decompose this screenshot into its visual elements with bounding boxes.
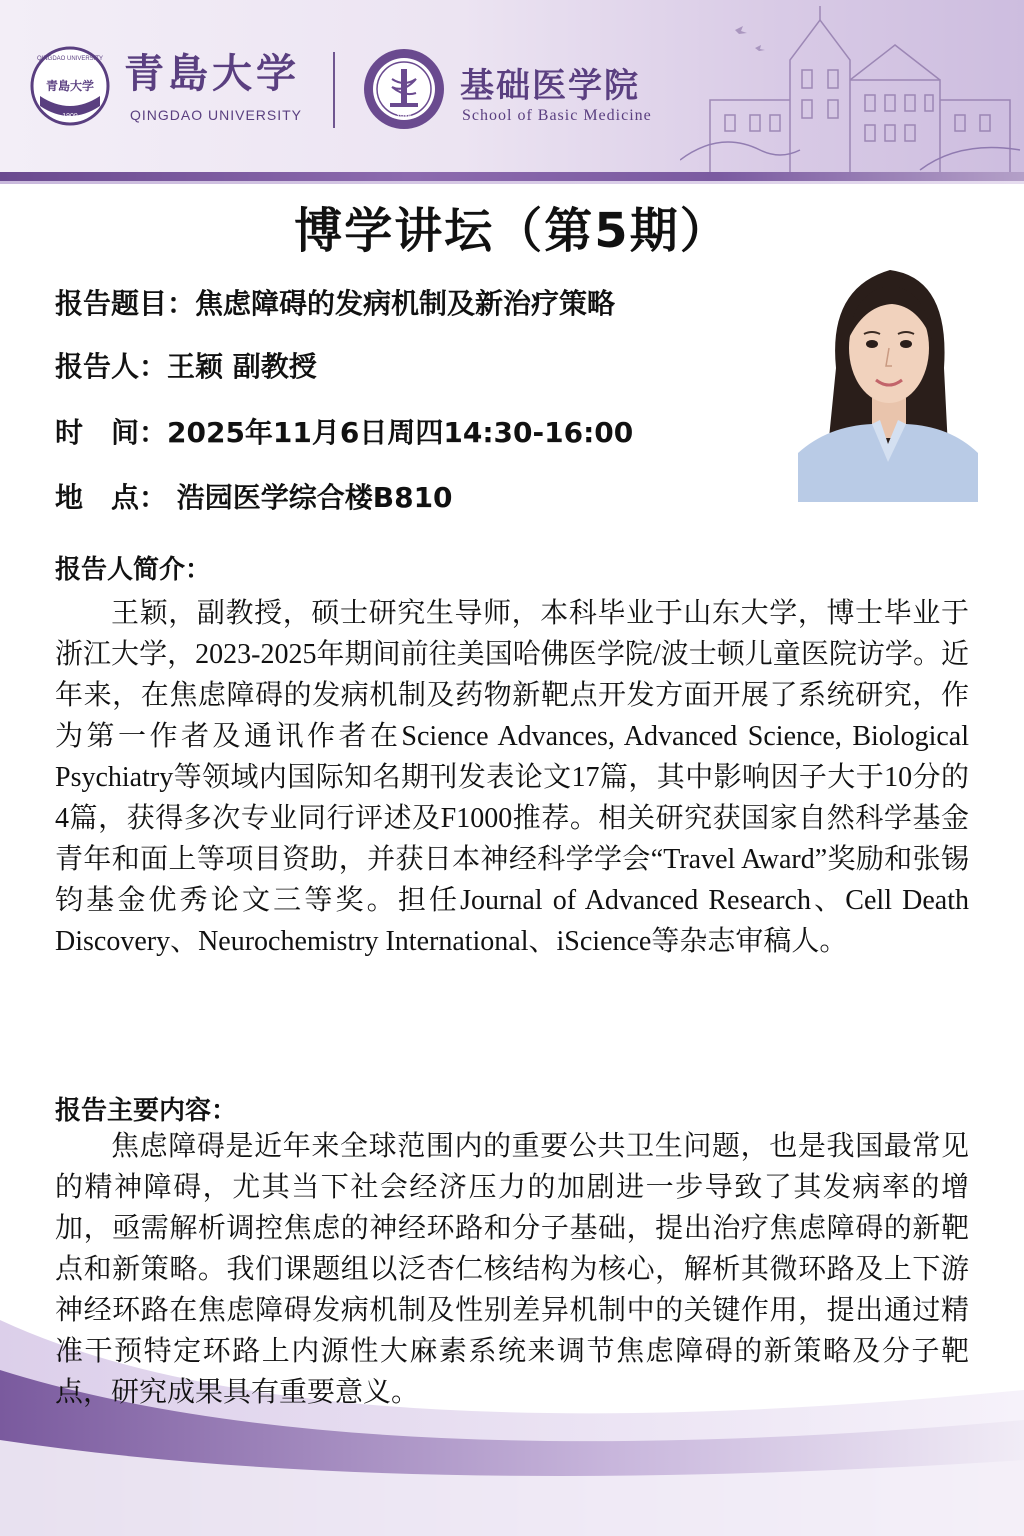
header-stripe-accent	[0, 181, 1024, 184]
school-name-en: School of Basic Medicine	[462, 107, 652, 124]
report-location: 地 点： 浩园医学综合楼B810	[55, 481, 453, 514]
bio-heading: 报告人简介：	[55, 555, 212, 585]
content-heading: 报告主要内容：	[55, 1096, 238, 1126]
report-time: 时 间：2025年11月6日周四14:30-16:00	[55, 416, 634, 449]
header-divider	[333, 52, 335, 128]
page-title: 博学讲坛（第5期）	[294, 203, 730, 259]
report-topic: 报告题目：焦虑障碍的发病机制及新治疗策略	[55, 287, 616, 320]
seal-ring-text: QINGDAO UNIVERSITY	[36, 56, 104, 62]
school-of-basic-medicine-logo	[362, 47, 446, 131]
university-name-en: QINGDAO UNIVERSITY	[130, 107, 303, 123]
qingdao-university-logo	[30, 46, 110, 126]
school-seal-year: 1946	[396, 114, 412, 121]
header-banner	[0, 0, 1024, 172]
speaker-photo	[798, 248, 978, 502]
content-paragraph: 焦虑障碍是近年来全球范围内的重要公共卫生问题，也是我国最常见的精神障碍，尤其当下社会经济压力的加剧进一步导致了其发病率的增加，亟需解析调控焦虑的神经环路和分子基础，提出治疗焦虑障碍的新靶点和新策略。我们课题组以泛杏仁核结构为核心，解析其微环路及上下游神经环路在焦虑障碍发病机制及性别差异机制中的关键作用，提出通过精准干预特定环路上内源性大麻素系统来调节焦虑障碍的新策略及分子靶点，研究成果具有重要意义。	[55, 1131, 969, 1408]
campus-building-illustration	[680, 0, 1024, 172]
speaker-portrait	[798, 248, 978, 502]
report-speaker: 报告人：王颖 副教授	[55, 350, 317, 383]
school-name-cn: 基础医学院	[460, 66, 640, 106]
seal-year: 1909	[62, 113, 78, 120]
header-stripe	[0, 172, 1024, 181]
bio-paragraph: 王颖，副教授，硕士研究生导师，本科毕业于山东大学，博士毕业于浙江大学，2023-2025年期间前往美国哈佛医学院/波士顿儿童医院访学。近年来，在焦虑障碍的发病机制及药物新靶点开发方面开展了系统研究，作为第一作者及通讯作者在Science Advances, Advanced Science, Biological Psychiatry等领域内国际知名期刊发表论文17篇，其中影响因子大于10分的4篇，获得多次专业同行评述及F1000推荐。相关研究获国家自然科学基金青年和面上等项目资助，并获日本神经科学学会“Travel Award”奖励和张锡钧基金优秀论文三等奖。担任Journal of Advanced Research、Cell Death Discovery、Neurochemistry International、iScience等杂志审稿人。	[55, 598, 969, 957]
university-name-cn: 青島大学	[124, 50, 300, 97]
seal-mark: 青島大学	[45, 79, 95, 93]
